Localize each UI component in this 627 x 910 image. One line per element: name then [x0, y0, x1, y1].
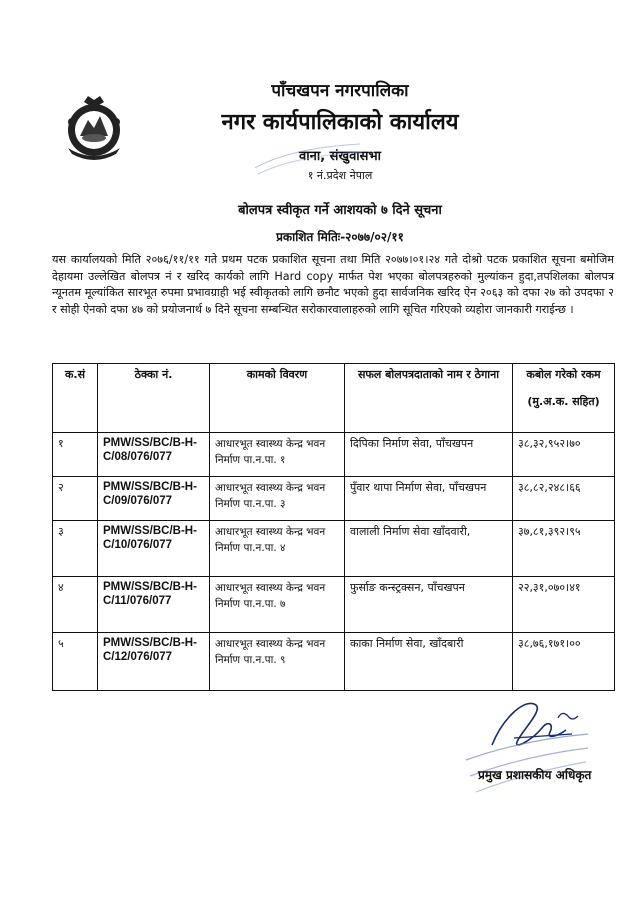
table-header-row	[53, 364, 615, 433]
published-date: प्रकाशित मितिः-२०७७/०२/११	[276, 230, 404, 244]
row-work: आधारभूत स्वास्थ्य केन्द्र भवन निर्माण पा.न.पा. ३	[210, 477, 345, 521]
row-contract: PMW/SS/BC/B-H-C/08/076/077	[98, 433, 210, 477]
row-contract: PMW/SS/BC/B-H-C/09/076/077	[98, 477, 210, 521]
row-amount: ३८,३२,९५२।७०	[513, 433, 615, 477]
row-amount: ३८,८२,२४८।६६	[513, 477, 615, 521]
row-bidder: काका निर्माण सेवा, खाँदबारी	[345, 633, 513, 691]
table-row	[53, 577, 615, 633]
table-row	[53, 433, 615, 477]
office-name: नगर कार्यपालिकाको कार्यालय	[221, 110, 459, 135]
table-row	[53, 477, 615, 521]
nepal-emblem-icon	[62, 92, 126, 164]
stamp-icon	[462, 730, 592, 800]
table-row	[53, 521, 615, 577]
municipality-name: पाँचखपन नगरपालिका	[271, 81, 409, 101]
header-amount-sub: (मु.अ.क. सहित)	[527, 395, 600, 408]
row-amount: २२,३१,०७०।४१	[513, 577, 615, 633]
notice-title: बोलपत्र स्वीकृत गर्ने आशयको ७ दिने सूचना	[238, 203, 442, 218]
row-sn: ३	[53, 521, 98, 577]
row-contract: PMW/SS/BC/B-H-C/11/076/077	[98, 577, 210, 633]
province-name: १ नं.प्रदेश नेपाल	[307, 169, 373, 182]
header-contract: ठेक्का नं.	[98, 364, 210, 433]
row-sn: २	[53, 477, 98, 521]
bid-table	[52, 363, 615, 691]
row-amount: ३८,७६,१७१।००	[513, 633, 615, 691]
row-bidder: पुँवार थापा निर्माण सेवा, पाँचखपन	[345, 477, 513, 521]
row-contract: PMW/SS/BC/B-H-C/12/076/077	[98, 633, 210, 691]
notice-paragraph: यस कार्यालयको मिति २०७६/११/११ गते प्रथम पटक प्रकाशित सूचना तथा मिति २०७७।०१।२४ गते दोश्रो पटक प्रकाशित सूचना बमोजिम देहायमा उल्लेखित बोलपत्र नं र खरिद कार्यको लागि Hard copy मार्फत पेश भएका बोलपत्रहरुको मुल्यांकन हुदा,तपशिलका बोलपत्र न्यूनतम मूल्यांकित सारभूत रुपमा प्रभावग्राही भई स्वीकृतको लागि छनौट भएको हुदा सार्वजनिक खरिद ऐन २०६३ को दफा २७ को उपदफा २ र सोही ऐनको दफा ४७ को प्रयोजनार्थ ७ दिने सूचना सम्बन्धित सरोकारवालाहरुको लागि सूचित गरिएको व्यहोरा जानकारी गराईन्छ ।	[52, 253, 614, 316]
row-bidder: फुर्साङ कन्स्ट्रक्सन, पाँचखपन	[345, 577, 513, 633]
table-row	[53, 633, 615, 691]
office-address: वाना, संखुवासभा	[299, 149, 381, 164]
header-sn: क.सं	[53, 364, 98, 433]
header-amount	[513, 364, 615, 433]
header-amount-label: कबोल गरेको रकम	[526, 368, 601, 381]
stamp-icon	[250, 138, 370, 178]
row-amount: ३७,८१,३९२।९५	[513, 521, 615, 577]
row-bidder: दिपिका निर्माण सेवा, पाँचखपन	[345, 433, 513, 477]
row-sn: ४	[53, 577, 98, 633]
row-work: आधारभूत स्वास्थ्य केन्द्र भवन निर्माण पा.न.पा. १	[210, 433, 345, 477]
row-work: आधारभूत स्वास्थ्य केन्द्र भवन निर्माण पा.न.पा. ७	[210, 577, 345, 633]
row-bidder: वालाली निर्माण सेवा खाँदवारी,	[345, 521, 513, 577]
header-work: कामको विवरण	[210, 364, 345, 433]
officer-title: प्रमुख प्रशासकीय अधिकृत	[478, 768, 592, 782]
row-work: आधारभूत स्वास्थ्य केन्द्र भवन निर्माण पा.न.पा. ९	[210, 633, 345, 691]
row-sn: १	[53, 433, 98, 477]
row-work: आधारभूत स्वास्थ्य केन्द्र भवन निर्माण पा.न.पा. ४	[210, 521, 345, 577]
header-bidder: सफल बोलपत्रदाताको नाम र ठेगाना	[345, 364, 513, 433]
row-sn: ५	[53, 633, 98, 691]
row-contract: PMW/SS/BC/B-H-C/10/076/077	[98, 521, 210, 577]
